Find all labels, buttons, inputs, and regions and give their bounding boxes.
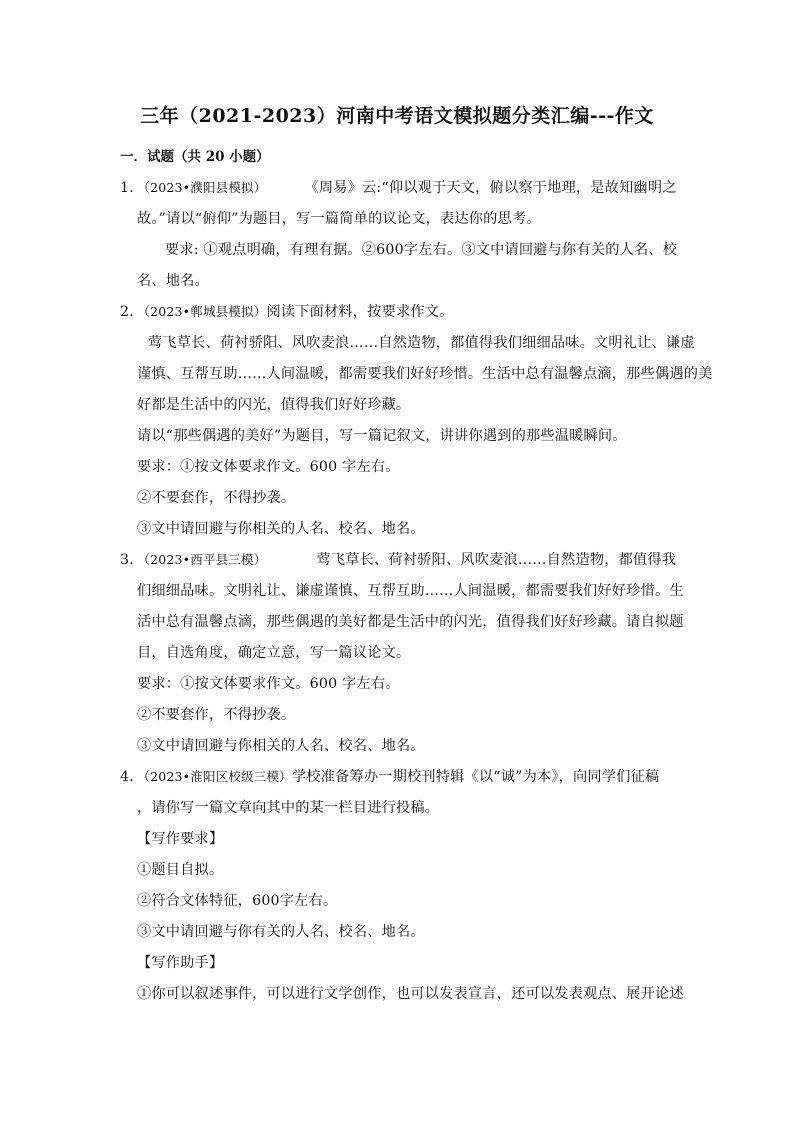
question-source: （2023•濮阳县模拟）: [143, 180, 267, 195]
question-4-line-8: ①你可以叙述事件，可以进行文学创作，也可以发表宣言，还可以发表观点、展开论述: [137, 986, 684, 1002]
question-1-line-4: 名、地名。: [137, 273, 209, 289]
question-3-line-5: 要求：①按文体要求作文。600 字左右。: [137, 676, 400, 692]
question-text: 阅读下面材料，按要求作文。: [266, 304, 454, 320]
question-source: （2023•淮阳区校级三模）: [143, 769, 292, 784]
question-number: 4．: [120, 769, 144, 785]
question-4-line-1: [120, 766, 659, 786]
question-3-line-6: ②不要套作，不得抄袭。: [137, 707, 296, 723]
question-text: 莺飞草长、荷衬骄阳、风吹麦浪……自然造物，都值得我: [316, 552, 677, 568]
question-source: （2023•郸城县模拟）: [143, 304, 267, 319]
question-source: （2023•西平县三模）: [143, 552, 267, 567]
question-4-line-5: ②符合文体特征，600字左右。: [137, 893, 338, 909]
question-4-line-6: ③文中请回避与你有关的人名、校名、地名。: [137, 924, 425, 940]
question-3-line-2: 们细细品味。文明礼让、谦虚谨慎、互帮互助……人间温暖，都需要我们好好珍惜。生: [137, 583, 684, 599]
question-4-line-4: ①题目自拟。: [137, 862, 224, 878]
question-3-line-7: ③文中请回避与你相关的人名、校名、地名。: [137, 738, 425, 754]
question-1-line-3: 要求: ①观点明确，有理有据。②600字左右。③文中请回避与你有关的人名、校: [165, 242, 678, 258]
question-4-line-3: 【写作要求】: [137, 831, 224, 847]
question-number: 1．: [120, 180, 144, 196]
question-4-line-2: ，请你写一篇文章向其中的某一栏目进行投稿。: [137, 800, 440, 816]
question-1-line-2: 故。”请以“俯仰”为题目，写一篇简单的议论文，表达你的思考。: [137, 211, 541, 227]
question-3-line-1: [120, 549, 676, 569]
question-1-line-1: [120, 177, 677, 197]
document-title: 三年（2021-2023）河南中考语文模拟题分类汇编---作文: [140, 105, 654, 127]
question-number: 3．: [120, 552, 144, 568]
question-text: 学校准备筹办一期校刊特辑《以“诚”为本》，向同学们征稿: [291, 769, 660, 785]
question-2-line-5: 请以“那些偶遇的美好”为题目，写一篇记叙文，讲讲你遇到的那些温暖瞬间。: [137, 428, 627, 444]
question-2-line-4: 好都是生活中的闪光，值得我们好好珍藏。: [137, 397, 411, 413]
question-2-line-6: 要求：①按文体要求作文。600 字左右。: [137, 459, 400, 475]
question-2-line-3: 谨慎、互帮互助……人间温暖，都需要我们好好珍惜。生活中总有温馨点滴，那些偶遇的美: [137, 366, 713, 382]
question-3-line-4: 目，自选角度，确定立意，写一篇议论文。: [137, 645, 411, 661]
question-2-line-8: ③文中请回避与你相关的人名、校名、地名。: [137, 521, 425, 537]
question-4-line-7: 【写作助手】: [137, 955, 224, 971]
question-text: 《周易》云:“仰以观于天文，俯以察于地理，是故知幽明之: [304, 180, 677, 196]
question-number: 2．: [120, 304, 144, 320]
question-2-line-1: [120, 301, 454, 321]
question-2-line-2: 莺飞草长、荷衬骄阳、风吹麦浪……自然造物，都值得我们细细品味。文明礼让、谦虚: [148, 335, 695, 351]
question-3-line-3: 活中总有温馨点滴，那些偶遇的美好都是生活中的闪光，值得我们好好珍藏。请自拟题: [137, 614, 684, 630]
question-2-line-7: ②不要套作，不得抄袭。: [137, 490, 296, 506]
section-heading: 一．试题（共 20 小题）: [120, 149, 270, 165]
